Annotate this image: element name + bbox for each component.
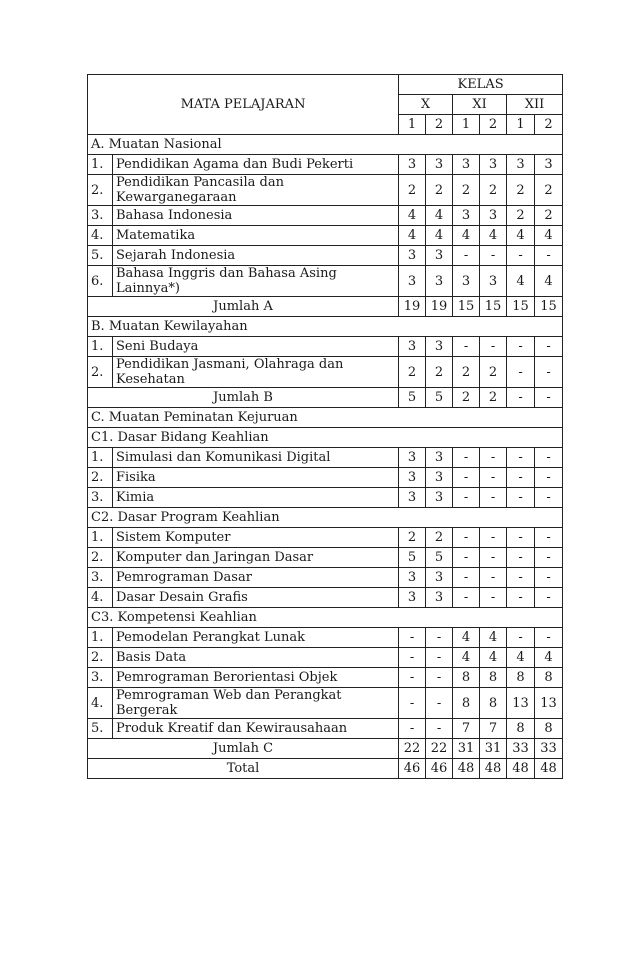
hours-cell: 2 bbox=[399, 528, 426, 548]
hours-cell: 3 bbox=[399, 488, 426, 508]
hours-cell: 48 bbox=[535, 759, 563, 779]
subject-name: Kimia bbox=[113, 488, 399, 508]
hours-cell: 4 bbox=[399, 206, 426, 226]
table-row bbox=[88, 266, 563, 297]
hours-cell: 4 bbox=[480, 226, 507, 246]
hours-cell: 2 bbox=[480, 357, 507, 388]
grade-header-xii: XII bbox=[507, 95, 563, 115]
hours-cell: - bbox=[535, 588, 563, 608]
subject-name: Produk Kreatif dan Kewirausahaan bbox=[113, 719, 399, 739]
hours-cell: 3 bbox=[426, 468, 453, 488]
section-row bbox=[88, 317, 563, 337]
hours-cell: 2 bbox=[535, 206, 563, 226]
hours-cell: - bbox=[399, 688, 426, 719]
hours-cell: 3 bbox=[480, 266, 507, 297]
subject-name: Basis Data bbox=[113, 648, 399, 668]
table-row bbox=[88, 648, 563, 668]
hours-cell: 33 bbox=[507, 739, 535, 759]
hours-cell: - bbox=[426, 668, 453, 688]
table-row bbox=[88, 688, 563, 719]
subject-name: Seni Budaya bbox=[113, 337, 399, 357]
row-number: 1. bbox=[88, 628, 113, 648]
section-row bbox=[88, 408, 563, 428]
hours-cell: - bbox=[507, 337, 535, 357]
hours-cell: 3 bbox=[399, 448, 426, 468]
hours-cell: 8 bbox=[535, 668, 563, 688]
hours-cell: 2 bbox=[507, 175, 535, 206]
hours-cell: - bbox=[453, 448, 480, 468]
hours-cell: 3 bbox=[453, 155, 480, 175]
hours-cell: 8 bbox=[480, 688, 507, 719]
hours-cell: 3 bbox=[426, 448, 453, 468]
hours-cell: 5 bbox=[399, 548, 426, 568]
hours-cell: - bbox=[507, 528, 535, 548]
hours-cell: - bbox=[535, 528, 563, 548]
subject-name: Pendidikan Jasmani, Olahraga dan Kesehatan bbox=[113, 357, 399, 388]
hours-cell: - bbox=[453, 337, 480, 357]
hours-cell: - bbox=[399, 628, 426, 648]
hours-cell: - bbox=[399, 668, 426, 688]
subject-name: Fisika bbox=[113, 468, 399, 488]
table-body bbox=[88, 135, 563, 779]
hours-cell: 4 bbox=[507, 266, 535, 297]
hours-cell: 4 bbox=[535, 226, 563, 246]
hours-cell: 2 bbox=[399, 357, 426, 388]
subject-name: Bahasa Inggris dan Bahasa Asing Lainnya*) bbox=[113, 266, 399, 297]
semester-header: 1 bbox=[453, 115, 480, 135]
hours-cell: 2 bbox=[507, 206, 535, 226]
hours-cell: - bbox=[480, 548, 507, 568]
section-row bbox=[88, 428, 563, 448]
hours-cell: 15 bbox=[535, 297, 563, 317]
hours-cell: 46 bbox=[426, 759, 453, 779]
section-row bbox=[88, 508, 563, 528]
semester-header: 2 bbox=[535, 115, 563, 135]
hours-cell: 15 bbox=[507, 297, 535, 317]
row-number: 2. bbox=[88, 175, 113, 206]
row-number: 2. bbox=[88, 648, 113, 668]
curriculum-table bbox=[87, 74, 563, 779]
subject-name: Pemodelan Perangkat Lunak bbox=[113, 628, 399, 648]
hours-cell: 4 bbox=[426, 226, 453, 246]
hours-cell: 4 bbox=[507, 226, 535, 246]
row-number: 5. bbox=[88, 719, 113, 739]
section-label: C2. Dasar Program Keahlian bbox=[88, 508, 563, 528]
hours-cell: - bbox=[480, 568, 507, 588]
hours-cell: 8 bbox=[535, 719, 563, 739]
table-row bbox=[88, 548, 563, 568]
hours-cell: - bbox=[507, 357, 535, 388]
section-label: B. Muatan Kewilayahan bbox=[88, 317, 563, 337]
table-row bbox=[88, 448, 563, 468]
total-row bbox=[88, 739, 563, 759]
subject-column-header: MATA PELAJARAN bbox=[88, 75, 399, 135]
hours-cell: - bbox=[507, 548, 535, 568]
hours-cell: - bbox=[507, 628, 535, 648]
hours-cell: 8 bbox=[480, 668, 507, 688]
hours-cell: - bbox=[453, 568, 480, 588]
kelas-header: KELAS bbox=[399, 75, 563, 95]
section-label: A. Muatan Nasional bbox=[88, 135, 563, 155]
hours-cell: 3 bbox=[426, 588, 453, 608]
hours-cell: - bbox=[480, 528, 507, 548]
hours-cell: 3 bbox=[399, 468, 426, 488]
table-header bbox=[88, 75, 563, 135]
semester-header: 2 bbox=[426, 115, 453, 135]
hours-cell: 3 bbox=[453, 266, 480, 297]
table-row bbox=[88, 175, 563, 206]
hours-cell: - bbox=[535, 337, 563, 357]
hours-cell: 8 bbox=[453, 668, 480, 688]
section-row bbox=[88, 135, 563, 155]
hours-cell: 48 bbox=[507, 759, 535, 779]
hours-cell: 2 bbox=[426, 528, 453, 548]
hours-cell: 2 bbox=[426, 357, 453, 388]
hours-cell: 3 bbox=[426, 488, 453, 508]
hours-cell: - bbox=[507, 468, 535, 488]
hours-cell: 4 bbox=[426, 206, 453, 226]
hours-cell: 3 bbox=[507, 155, 535, 175]
hours-cell: 22 bbox=[399, 739, 426, 759]
hours-cell: - bbox=[507, 488, 535, 508]
hours-cell: 4 bbox=[535, 266, 563, 297]
total-label: Total bbox=[88, 759, 399, 779]
section-label: C3. Kompetensi Keahlian bbox=[88, 608, 563, 628]
hours-cell: 2 bbox=[480, 388, 507, 408]
subject-name: Komputer dan Jaringan Dasar bbox=[113, 548, 399, 568]
hours-cell: 22 bbox=[426, 739, 453, 759]
hours-cell: 4 bbox=[480, 628, 507, 648]
table-row bbox=[88, 206, 563, 226]
hours-cell: - bbox=[507, 448, 535, 468]
table-row bbox=[88, 337, 563, 357]
hours-cell: 13 bbox=[507, 688, 535, 719]
hours-cell: - bbox=[453, 588, 480, 608]
hours-cell: - bbox=[480, 246, 507, 266]
hours-cell: 3 bbox=[399, 337, 426, 357]
hours-cell: 3 bbox=[399, 246, 426, 266]
row-number: 4. bbox=[88, 226, 113, 246]
hours-cell: - bbox=[453, 528, 480, 548]
table-row bbox=[88, 719, 563, 739]
table-row bbox=[88, 528, 563, 548]
row-number: 3. bbox=[88, 206, 113, 226]
row-number: 2. bbox=[88, 468, 113, 488]
subject-name: Pemrograman Dasar bbox=[113, 568, 399, 588]
hours-cell: 3 bbox=[399, 155, 426, 175]
hours-cell: - bbox=[426, 688, 453, 719]
hours-cell: - bbox=[535, 548, 563, 568]
row-number: 4. bbox=[88, 688, 113, 719]
section-row bbox=[88, 608, 563, 628]
hours-cell: 2 bbox=[399, 175, 426, 206]
subject-name: Pemrograman Berorientasi Objek bbox=[113, 668, 399, 688]
grade-header-xi: XI bbox=[453, 95, 507, 115]
hours-cell: 15 bbox=[480, 297, 507, 317]
hours-cell: 3 bbox=[399, 588, 426, 608]
hours-cell: - bbox=[535, 448, 563, 468]
hours-cell: - bbox=[480, 448, 507, 468]
hours-cell: 4 bbox=[399, 226, 426, 246]
row-number: 5. bbox=[88, 246, 113, 266]
row-number: 2. bbox=[88, 548, 113, 568]
semester-header: 2 bbox=[480, 115, 507, 135]
row-number: 3. bbox=[88, 568, 113, 588]
hours-cell: - bbox=[480, 588, 507, 608]
hours-cell: - bbox=[507, 388, 535, 408]
hours-cell: 8 bbox=[507, 668, 535, 688]
hours-cell: - bbox=[426, 719, 453, 739]
hours-cell: - bbox=[535, 628, 563, 648]
row-number: 1. bbox=[88, 155, 113, 175]
hours-cell: 31 bbox=[480, 739, 507, 759]
hours-cell: 4 bbox=[535, 648, 563, 668]
subject-name: Pemrograman Web dan Perangkat Bergerak bbox=[113, 688, 399, 719]
section-label: C1. Dasar Bidang Keahlian bbox=[88, 428, 563, 448]
hours-cell: 2 bbox=[453, 175, 480, 206]
hours-cell: - bbox=[535, 568, 563, 588]
hours-cell: 19 bbox=[426, 297, 453, 317]
hours-cell: 3 bbox=[399, 266, 426, 297]
row-number: 3. bbox=[88, 668, 113, 688]
table-row bbox=[88, 226, 563, 246]
hours-cell: 7 bbox=[480, 719, 507, 739]
table-row bbox=[88, 588, 563, 608]
subject-name: Dasar Desain Grafis bbox=[113, 588, 399, 608]
grade-header-x: X bbox=[399, 95, 453, 115]
hours-cell: - bbox=[453, 548, 480, 568]
hours-cell: 7 bbox=[453, 719, 480, 739]
total-label: Jumlah A bbox=[88, 297, 399, 317]
hours-cell: - bbox=[480, 468, 507, 488]
total-label: Jumlah B bbox=[88, 388, 399, 408]
hours-cell: 3 bbox=[480, 155, 507, 175]
hours-cell: 33 bbox=[535, 739, 563, 759]
row-number: 4. bbox=[88, 588, 113, 608]
hours-cell: 5 bbox=[426, 548, 453, 568]
hours-cell: 46 bbox=[399, 759, 426, 779]
hours-cell: - bbox=[453, 468, 480, 488]
hours-cell: 3 bbox=[426, 337, 453, 357]
hours-cell: - bbox=[535, 246, 563, 266]
hours-cell: 5 bbox=[399, 388, 426, 408]
hours-cell: 5 bbox=[426, 388, 453, 408]
subject-name: Sistem Komputer bbox=[113, 528, 399, 548]
hours-cell: 3 bbox=[426, 155, 453, 175]
hours-cell: 3 bbox=[426, 568, 453, 588]
hours-cell: - bbox=[507, 588, 535, 608]
row-number: 2. bbox=[88, 357, 113, 388]
hours-cell: - bbox=[480, 488, 507, 508]
subject-name: Bahasa Indonesia bbox=[113, 206, 399, 226]
table-row bbox=[88, 668, 563, 688]
hours-cell: 3 bbox=[426, 266, 453, 297]
hours-cell: - bbox=[535, 488, 563, 508]
row-number: 1. bbox=[88, 337, 113, 357]
hours-cell: - bbox=[426, 648, 453, 668]
total-label: Jumlah C bbox=[88, 739, 399, 759]
hours-cell: 3 bbox=[399, 568, 426, 588]
table-row bbox=[88, 357, 563, 388]
hours-cell: 4 bbox=[507, 648, 535, 668]
hours-cell: - bbox=[399, 719, 426, 739]
hours-cell: 2 bbox=[480, 175, 507, 206]
table-row bbox=[88, 468, 563, 488]
hours-cell: 3 bbox=[535, 155, 563, 175]
semester-header: 1 bbox=[507, 115, 535, 135]
hours-cell: 4 bbox=[453, 648, 480, 668]
semester-header: 1 bbox=[399, 115, 426, 135]
subject-name: Matematika bbox=[113, 226, 399, 246]
hours-cell: - bbox=[453, 488, 480, 508]
hours-cell: - bbox=[535, 388, 563, 408]
section-label: C. Muatan Peminatan Kejuruan bbox=[88, 408, 563, 428]
hours-cell: 2 bbox=[426, 175, 453, 206]
hours-cell: 2 bbox=[453, 388, 480, 408]
total-row bbox=[88, 388, 563, 408]
hours-cell: 4 bbox=[453, 226, 480, 246]
hours-cell: - bbox=[399, 648, 426, 668]
hours-cell: - bbox=[426, 628, 453, 648]
subject-name: Pendidikan Pancasila dan Kewarganegaraan bbox=[113, 175, 399, 206]
hours-cell: 8 bbox=[453, 688, 480, 719]
hours-cell: - bbox=[507, 568, 535, 588]
hours-cell: 2 bbox=[535, 175, 563, 206]
table-row bbox=[88, 628, 563, 648]
hours-cell: 3 bbox=[453, 206, 480, 226]
row-number: 3. bbox=[88, 488, 113, 508]
hours-cell: - bbox=[480, 337, 507, 357]
hours-cell: 4 bbox=[480, 648, 507, 668]
hours-cell: 13 bbox=[535, 688, 563, 719]
hours-cell: - bbox=[507, 246, 535, 266]
hours-cell: 48 bbox=[480, 759, 507, 779]
subject-name: Sejarah Indonesia bbox=[113, 246, 399, 266]
hours-cell: 2 bbox=[453, 357, 480, 388]
row-number: 1. bbox=[88, 528, 113, 548]
table-row bbox=[88, 568, 563, 588]
row-number: 6. bbox=[88, 266, 113, 297]
hours-cell: - bbox=[535, 468, 563, 488]
subject-name: Pendidikan Agama dan Budi Pekerti bbox=[113, 155, 399, 175]
hours-cell: 48 bbox=[453, 759, 480, 779]
hours-cell: - bbox=[453, 246, 480, 266]
table-row bbox=[88, 246, 563, 266]
hours-cell: 31 bbox=[453, 739, 480, 759]
hours-cell: 8 bbox=[507, 719, 535, 739]
hours-cell: - bbox=[535, 357, 563, 388]
hours-cell: 4 bbox=[453, 628, 480, 648]
subject-name: Simulasi dan Komunikasi Digital bbox=[113, 448, 399, 468]
hours-cell: 3 bbox=[480, 206, 507, 226]
hours-cell: 3 bbox=[426, 246, 453, 266]
total-row bbox=[88, 759, 563, 779]
total-row bbox=[88, 297, 563, 317]
table-row bbox=[88, 488, 563, 508]
hours-cell: 15 bbox=[453, 297, 480, 317]
hours-cell: 19 bbox=[399, 297, 426, 317]
row-number: 1. bbox=[88, 448, 113, 468]
table-row bbox=[88, 155, 563, 175]
